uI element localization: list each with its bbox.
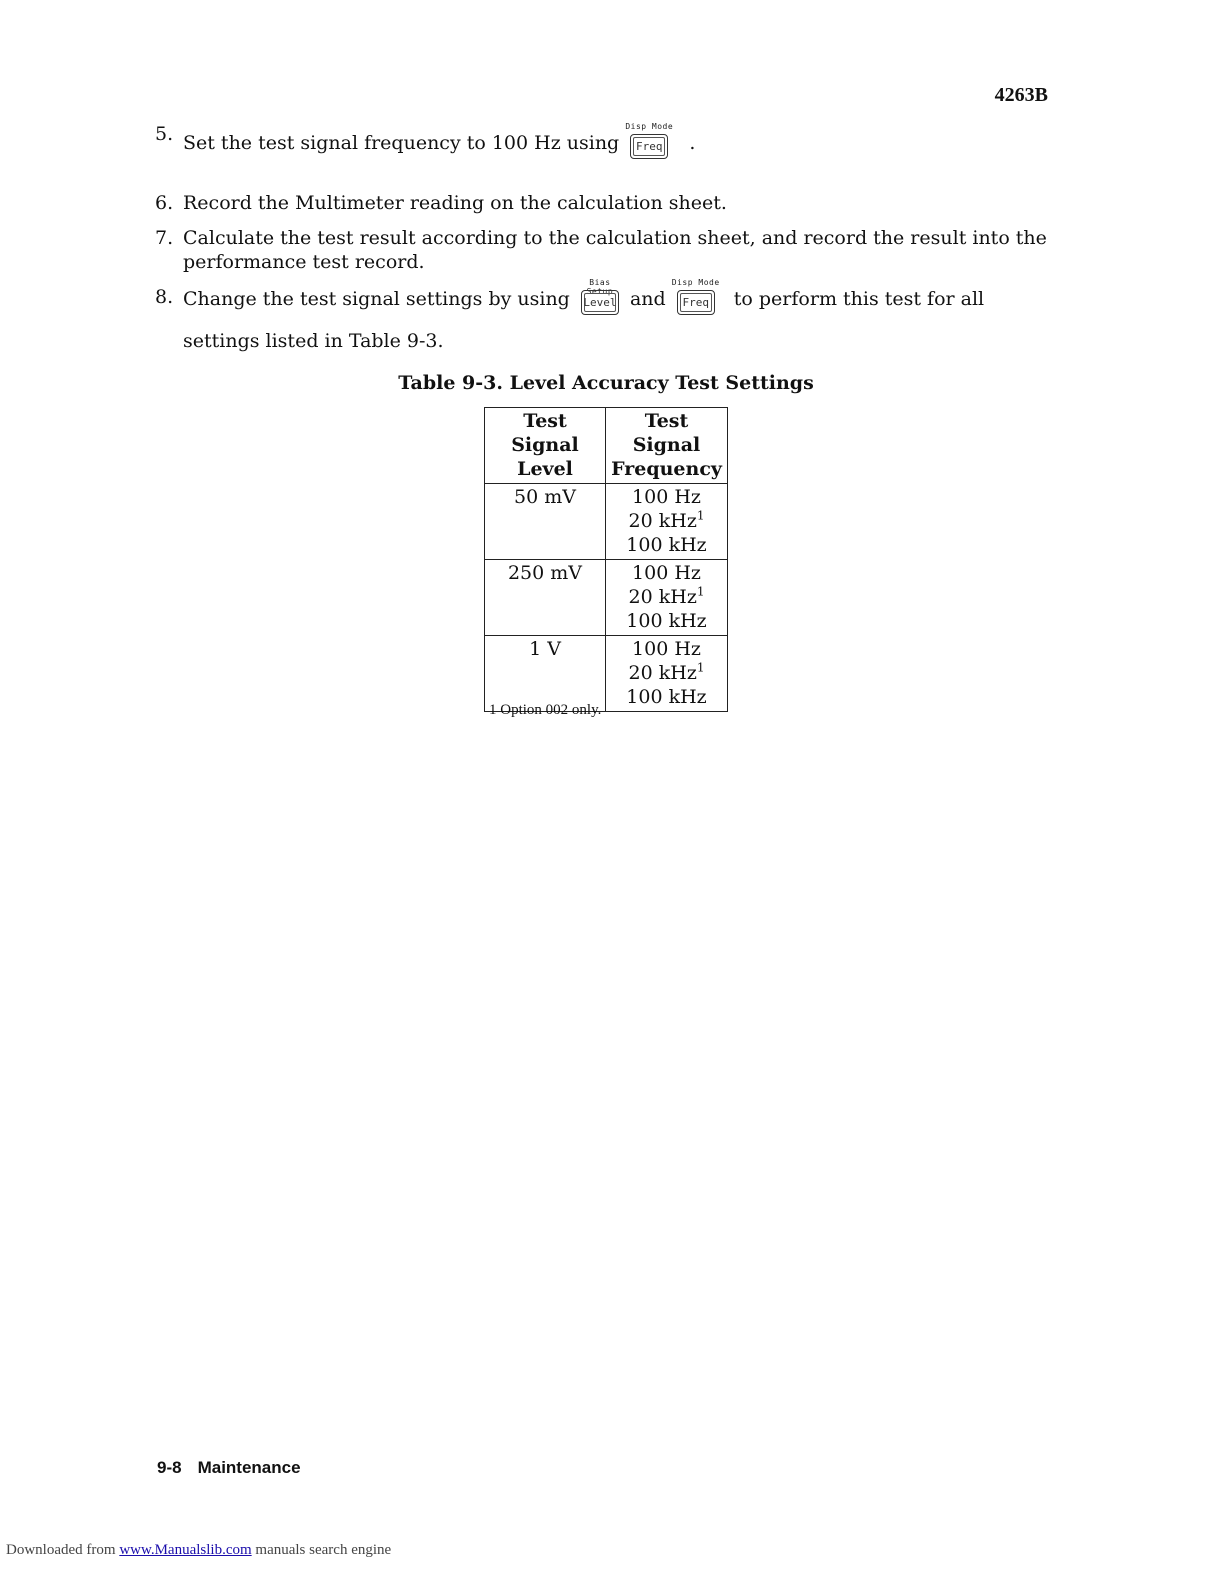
step-number: 7. — [155, 227, 174, 249]
step-text: and — [629, 288, 666, 310]
column-header: Test Signal Level — [485, 408, 606, 484]
key-text: Level — [583, 296, 617, 309]
step-6 — [155, 191, 1050, 215]
key-shift-label: Disp Mode — [671, 278, 720, 287]
step-8 — [155, 278, 1050, 360]
table-row — [485, 484, 728, 560]
step-number: 5. — [155, 123, 174, 145]
step-number: 8. — [155, 286, 174, 308]
frequency-value: 100 kHz — [626, 686, 707, 708]
step-text: Calculate the test result according to the calculation sheet, and record the result into the performance test record. — [183, 227, 1047, 273]
footnote-marker: 1 — [696, 584, 705, 599]
table-caption: Table 9-3. Level Accuracy Test Settings — [398, 372, 814, 394]
level-key — [578, 278, 622, 322]
frequency-value: 20 kHz$^1$ — [628, 660, 705, 684]
download-prefix: Downloaded from — [6, 1542, 116, 1558]
frequency-cell — [606, 560, 728, 636]
page-number: 9-8 — [157, 1458, 182, 1477]
level-cell: 1 V — [485, 636, 606, 712]
level-accuracy-table — [484, 407, 728, 712]
step-text: . — [689, 132, 696, 154]
table-row — [485, 636, 728, 712]
key-shift-label: Bias Setup — [586, 278, 614, 296]
section-name: Maintenance — [197, 1458, 301, 1477]
freq-key — [625, 122, 674, 166]
frequency-value: 20 kHz$^1$ — [628, 508, 705, 532]
footnote-marker: 1 — [696, 660, 705, 675]
key-text: Freq — [682, 296, 709, 309]
level-cell: 250 mV — [485, 560, 606, 636]
page-footer — [157, 1458, 301, 1478]
model-number: 4263B — [994, 84, 1048, 106]
table-row — [485, 560, 728, 636]
frequency-value: 20 kHz$^1$ — [628, 584, 705, 608]
table-footnote: 1 Option 002 only. — [489, 702, 602, 718]
step-text: to perform this test for all settings listed in Table 9-3. — [183, 288, 985, 352]
download-note — [6, 1542, 391, 1559]
step-7 — [155, 226, 1050, 274]
column-header: Test Signal Frequency — [606, 408, 728, 484]
step-number: 6. — [155, 192, 174, 214]
frequency-cell — [606, 484, 728, 560]
freq-key — [671, 278, 720, 322]
manualslib-link[interactable]: www.Manualslib.com — [119, 1542, 252, 1558]
step-text: Change the test signal settings by using — [183, 288, 570, 310]
table-header-row — [485, 408, 728, 484]
frequency-value: 100 kHz — [626, 610, 707, 632]
key-text: Freq — [636, 140, 663, 153]
frequency-cell — [606, 636, 728, 712]
frequency-value: 100 Hz — [632, 638, 701, 660]
step-text: Record the Multimeter reading on the calculation sheet. — [183, 192, 727, 214]
key-shift-label: Disp Mode — [625, 122, 674, 131]
download-suffix: manuals search engine — [255, 1542, 392, 1558]
step-5 — [155, 122, 1050, 166]
frequency-value: 100 Hz — [632, 486, 701, 508]
step-text: Set the test signal frequency to 100 Hz using — [183, 132, 620, 154]
frequency-value: 100 kHz — [626, 534, 707, 556]
frequency-value: 100 Hz — [632, 562, 701, 584]
level-cell: 50 mV — [485, 484, 606, 560]
footnote-marker: 1 — [696, 508, 705, 523]
